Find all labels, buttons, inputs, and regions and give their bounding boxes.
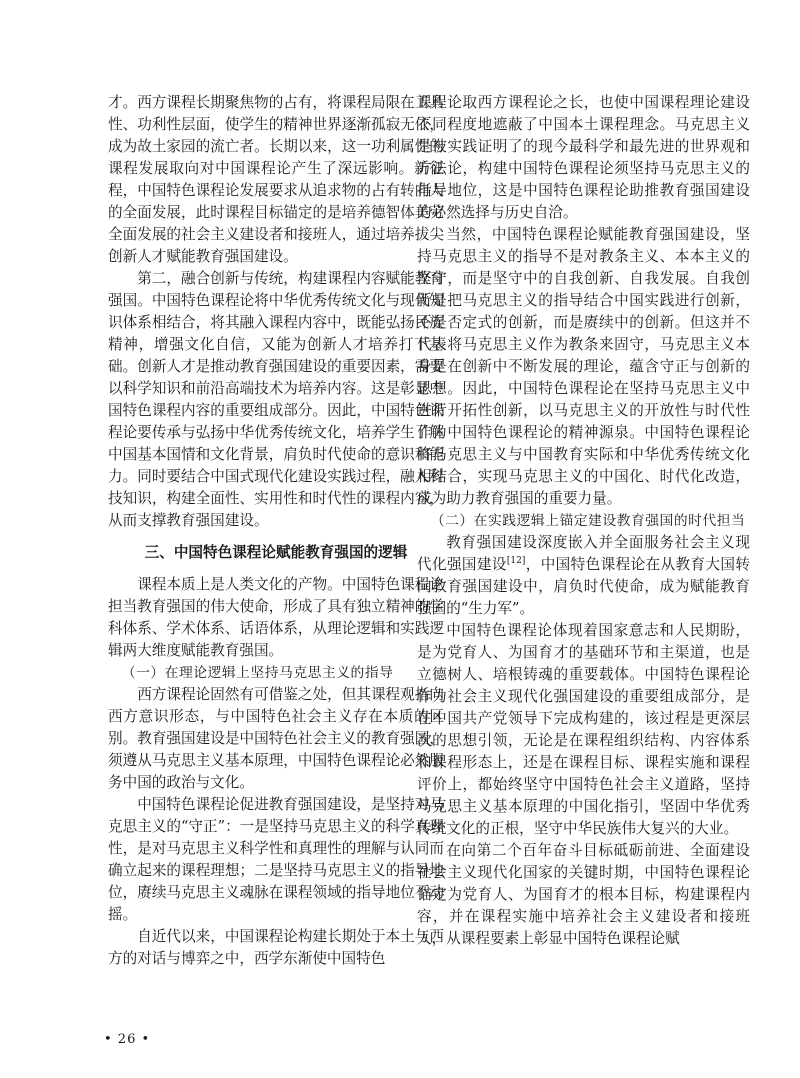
paragraph: 课程论取西方课程论之长，也使中国课程理论建设不同程度地遮蔽了中国本土课程理念。马克思主义是被实践证明了的现今最科学和最先进的世界观和方法论，构建中国特色课程论须坚持马克思主义的指导地位，这是中国特色课程论助推教育强国建设的必然选择与历史自洽。 <box>417 94 750 221</box>
paragraph: 第二，融合创新与传统，构建课程内容赋能教育强国。中国特色课程论将中华优秀传统文化与现代知识体系相结合，将其融入课程内容中，既能弘扬民族精神，增强文化自信，又能为创新人才培养打下基础。创新人才是推动教育强国建设的重要因素，需要以科学知识和前沿高端技术为培养内容。这是彰显中国特色课程内容的重要组成部分。因此，中国特色课程论要传承与弘扬中华优秀传统文化，培养学生了解中国基本国情和文化背景，肩负时代使命的意识和能力。同时要结合中国式现代化建设实践过程，融入科技知识，构建全面性、实用性和时代性的课程内容，从而支撑教育强国建设。 <box>108 270 444 529</box>
page-number: • 26 • <box>104 1032 151 1047</box>
paragraph: 自近代以来，中国课程论构建长期处于本土与西方的对话与博弈之中，西学东渐使中国特色 <box>108 928 444 967</box>
subsection-title: （一）在理论逻辑上坚持马克思主义的指导 <box>121 665 394 681</box>
citation-ref: [12] <box>506 556 526 567</box>
paragraph <box>417 532 750 620</box>
paragraph-text: 教育强国建设深度嵌入并全面服务社会主义现代化强国建设 <box>417 534 750 573</box>
left-column <box>108 92 444 970</box>
paragraph: 当然，中国特色课程论赋能教育强国建设，坚持马克思主义的指导不是对教条主义、本本主义的坚守，而是坚守中的自我创新、自我发展。自我创新是把马克思主义的指导结合中国实践进行创新，不是否定式的创新，而是赓续中的创新。但这并不代表将马克思主义作为教条来固守，马克思主义本身是在创新中不断发展的理论，蕴含守正与创新的思想。因此，中国特色课程论在坚持马克思主义中进行开拓性创新，以马克思主义的开放性与时代性作为中国特色课程论的精神源泉。中国特色课程论将马克思主义与中国教育实际和中华优秀传统文化相结合，实现马克思主义的中国化、时代化改造，成为助力教育强国的重要力量。 <box>417 226 750 507</box>
subsection-title: （二）在实践逻辑上锚定建设教育强国的时代担当 <box>430 513 746 529</box>
section-title: 三、中国特色课程论赋能教育强国的逻辑 <box>144 544 408 561</box>
paragraph: 西方课程论固然有可借鉴之处，但其课程观指向西方意识形态，与中国特色社会主义存在本质的区别。教育强国建设是中国特色社会主义的教育强国，须遵从马克思主义基本原理，中国特色课程论必然服务中国的政治与文化。 <box>108 686 444 791</box>
paragraph: 才。西方课程长期聚焦物的占有，将课程局限在工具性、功利性层面，使学生的精神世界逐渐孤寂无依，成为故土家园的流亡者。长期以来，这一功利属性的课程发展取向对中国课程论产生了深远影响。新征程，中国特色课程论发展要求从追求物的占有转向人的全面发展，此时课程目标锚定的是培养德智体美劳全面发展的社会主义建设者和接班人，通过培养拔尖创新人才赋能教育强国建设。 <box>108 94 444 265</box>
paragraph: 中国特色课程论体现着国家意志和人民期盼，是为党育人、为国育才的基础环节和主渠道，也是立德树人、培根铸魂的重要载体。中国特色课程论作为社会主义现代化强国建设的重要组成部分，是在中国共产党领导下完成构建的，该过程是更深层次的思想引领，无论是在课程组织结构、内容体系和课程形态上，还是在课程目标、课程实施和课程评价上，都始终坚守中国特色社会主义道路，坚持马克思主义基本原理的中国化指引，坚固中华优秀传统文化的正根，坚守中华民族伟大复兴的大业。 <box>417 622 750 837</box>
paragraph-text: ，中国特色课程论在从教育大国转向教育强国建设中，肩负时代使命，成为赋能教育强国的“生力军”。 <box>417 556 750 617</box>
paragraph: 课程本质上是人类文化的产物。中国特色课程论担当教育强国的伟大使命，形成了具有独立精神的学科体系、学术体系、话语体系，从理论逻辑和实践逻辑两大维度赋能教育强国。 <box>108 576 444 659</box>
paragraph: 在向第二个百年奋斗目标砥砺前进、全面建设社会主义现代化国家的关键时期，中国特色课程论锚定为党育人、为国育才的根本目标，构建课程内容，并在课程实施中培养社会主义建设者和接班人，从课程要素上彰显中国特色课程论赋 <box>417 842 750 947</box>
paragraph: 中国特色课程论促进教育强国建设，是坚持对马克思主义的“守正”：一是坚持马克思主义的科学真理性，是对马克思主义科学性和真理性的理解与认同而确立起来的课程理想；二是坚持马克思主义的指导地位，赓续马克思主义魂脉在课程领域的指导地位不动摇。 <box>108 796 444 923</box>
right-column <box>417 92 750 950</box>
